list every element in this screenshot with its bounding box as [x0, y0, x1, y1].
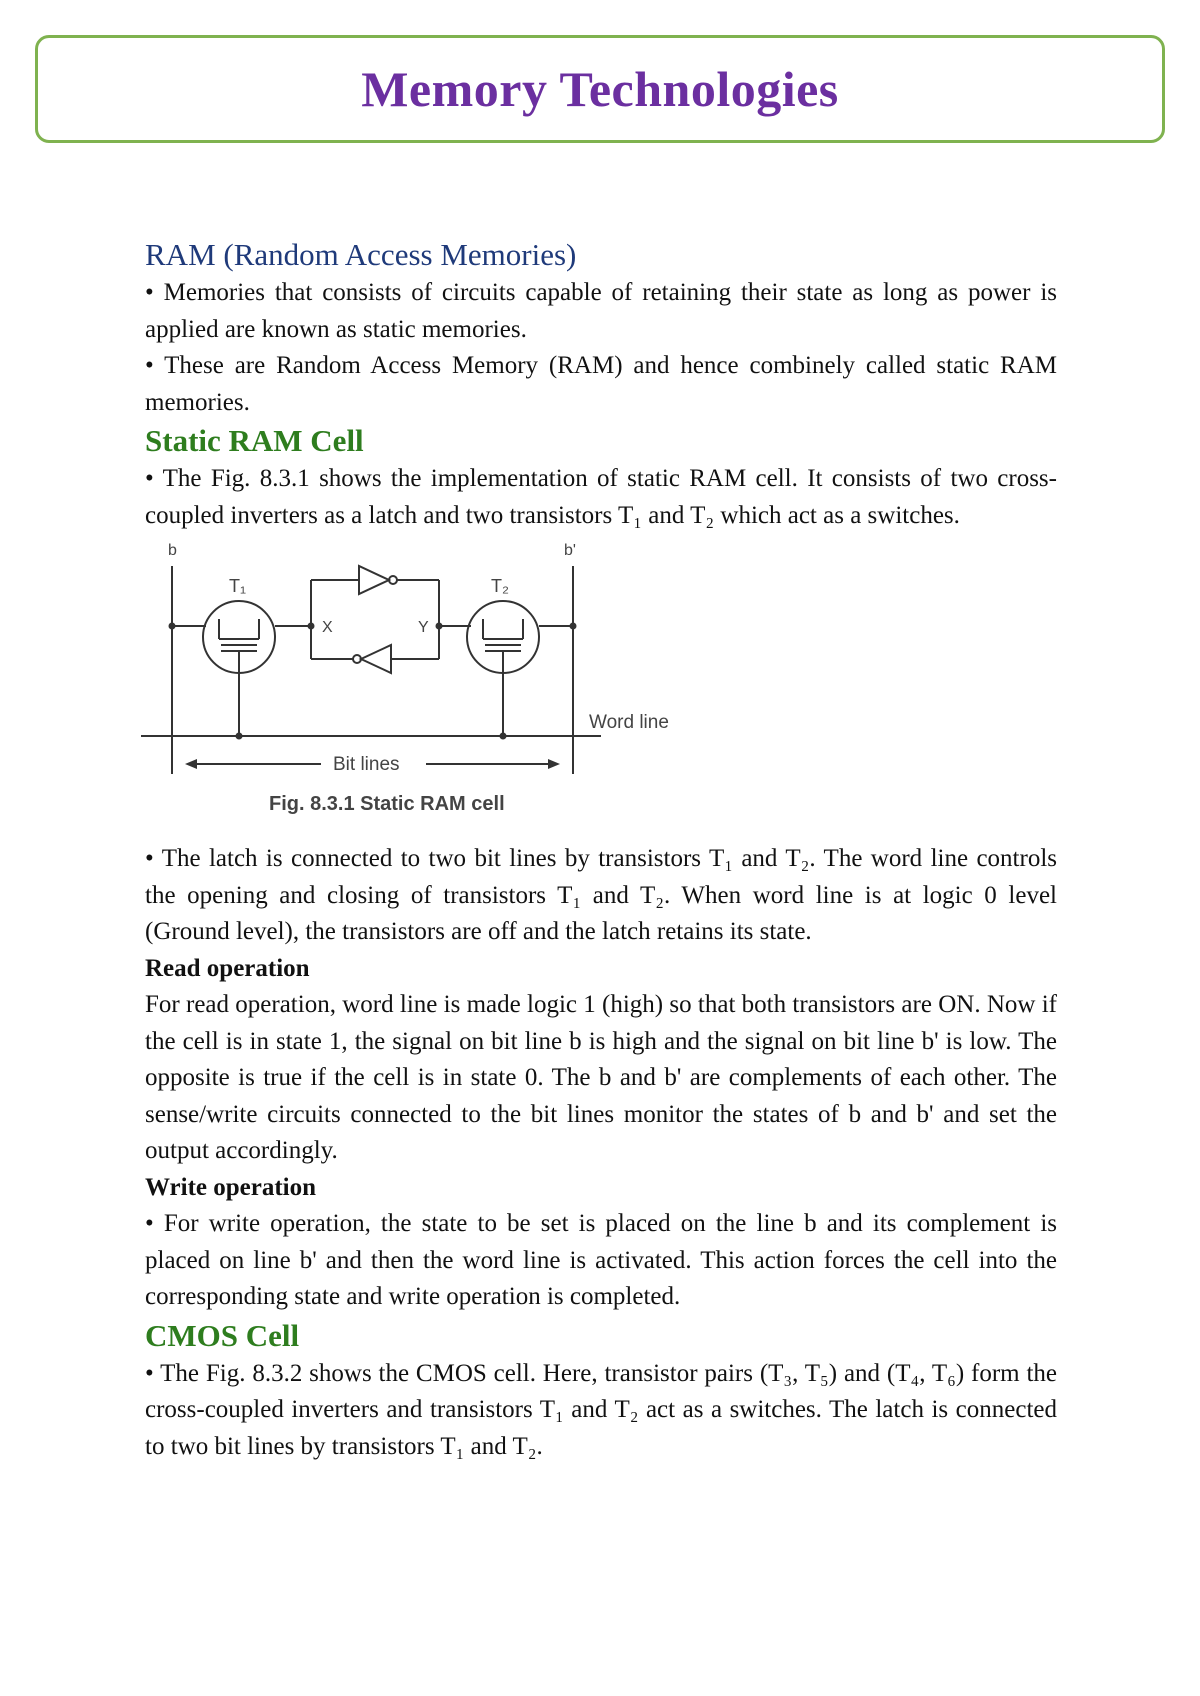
- inverter-top: [359, 566, 389, 594]
- label-b-prime: b': [564, 542, 576, 559]
- title-box: [35, 35, 1165, 143]
- document-body: [145, 235, 1057, 1465]
- read-paragraph: For read operation, word line is made logic 1 (high) so that both transistors are ON. Now if the cell is in state 1, the signal on bit line b is high and the signal on bit line b' is low. The opposite is true if the cell is in state 0. The b and b' are complements of each other. The sense/write circuits connected to the bit lines monitor the states of b and b' and set the output accordingly.: [145, 991, 1057, 1164]
- label-b: b: [168, 542, 177, 559]
- sram-paragraph-1: • The Fig. 8.3.1 shows the implementation of static RAM cell. It consists of two cross-coupled inverters as a latch and two transistors T₁ and T₂ which act as a switches.: [145, 465, 1057, 529]
- label-t1: T₁: [229, 576, 247, 596]
- page-title: Memory Technologies: [361, 61, 839, 117]
- cmos-heading: CMOS Cell: [145, 1317, 300, 1353]
- cmos-paragraph: • The Fig. 8.3.2 shows the CMOS cell. Here, transistor pairs (T₃, T₅) and (T₄, T₆) form the cross-coupled inverters and transistors T₁ and T₂ act as a switches. The latch is connected to two bit lines by transistors T₁ and T₂.: [145, 1359, 1057, 1460]
- inverter-bottom: [361, 645, 391, 673]
- write-heading: Write operation: [145, 1173, 317, 1201]
- label-t2: T₂: [491, 576, 509, 596]
- label-x: X: [322, 619, 333, 636]
- ram-paragraph-2: • These are Random Access Memory (RAM) and hence combinely called static RAM memories.: [145, 352, 1057, 416]
- figure-caption: Fig. 8.3.1 Static RAM cell: [269, 793, 505, 815]
- label-word-line: Word line: [589, 712, 669, 733]
- static-ram-cell-figure: [141, 534, 701, 839]
- sram-heading: Static RAM Cell: [145, 423, 364, 458]
- read-heading: Read operation: [145, 954, 310, 982]
- ram-heading: RAM (Random Access Memories): [145, 237, 577, 272]
- write-paragraph: • For write operation, the state to be set is placed on the line b and its complement is placed on line b' and then the word line is activated. This action forces the cell into the corresponding state and write operation is completed.: [145, 1210, 1057, 1310]
- static-ram-cell-diagram: [141, 534, 701, 839]
- label-bit-lines: Bit lines: [333, 754, 400, 775]
- ram-paragraph-1: • Memories that consists of circuits capable of retaining their state as long as power is applied are known as static memories.: [145, 279, 1057, 343]
- label-y: Y: [418, 619, 429, 636]
- sram-paragraph-2: • The latch is connected to two bit lines by transistors T₁ and T₂. The word line controls the opening and closing of transistors T₁ and T₂. When word line is at logic 0 level (Ground level), the transistors are off and the latch retains its state.: [145, 845, 1057, 945]
